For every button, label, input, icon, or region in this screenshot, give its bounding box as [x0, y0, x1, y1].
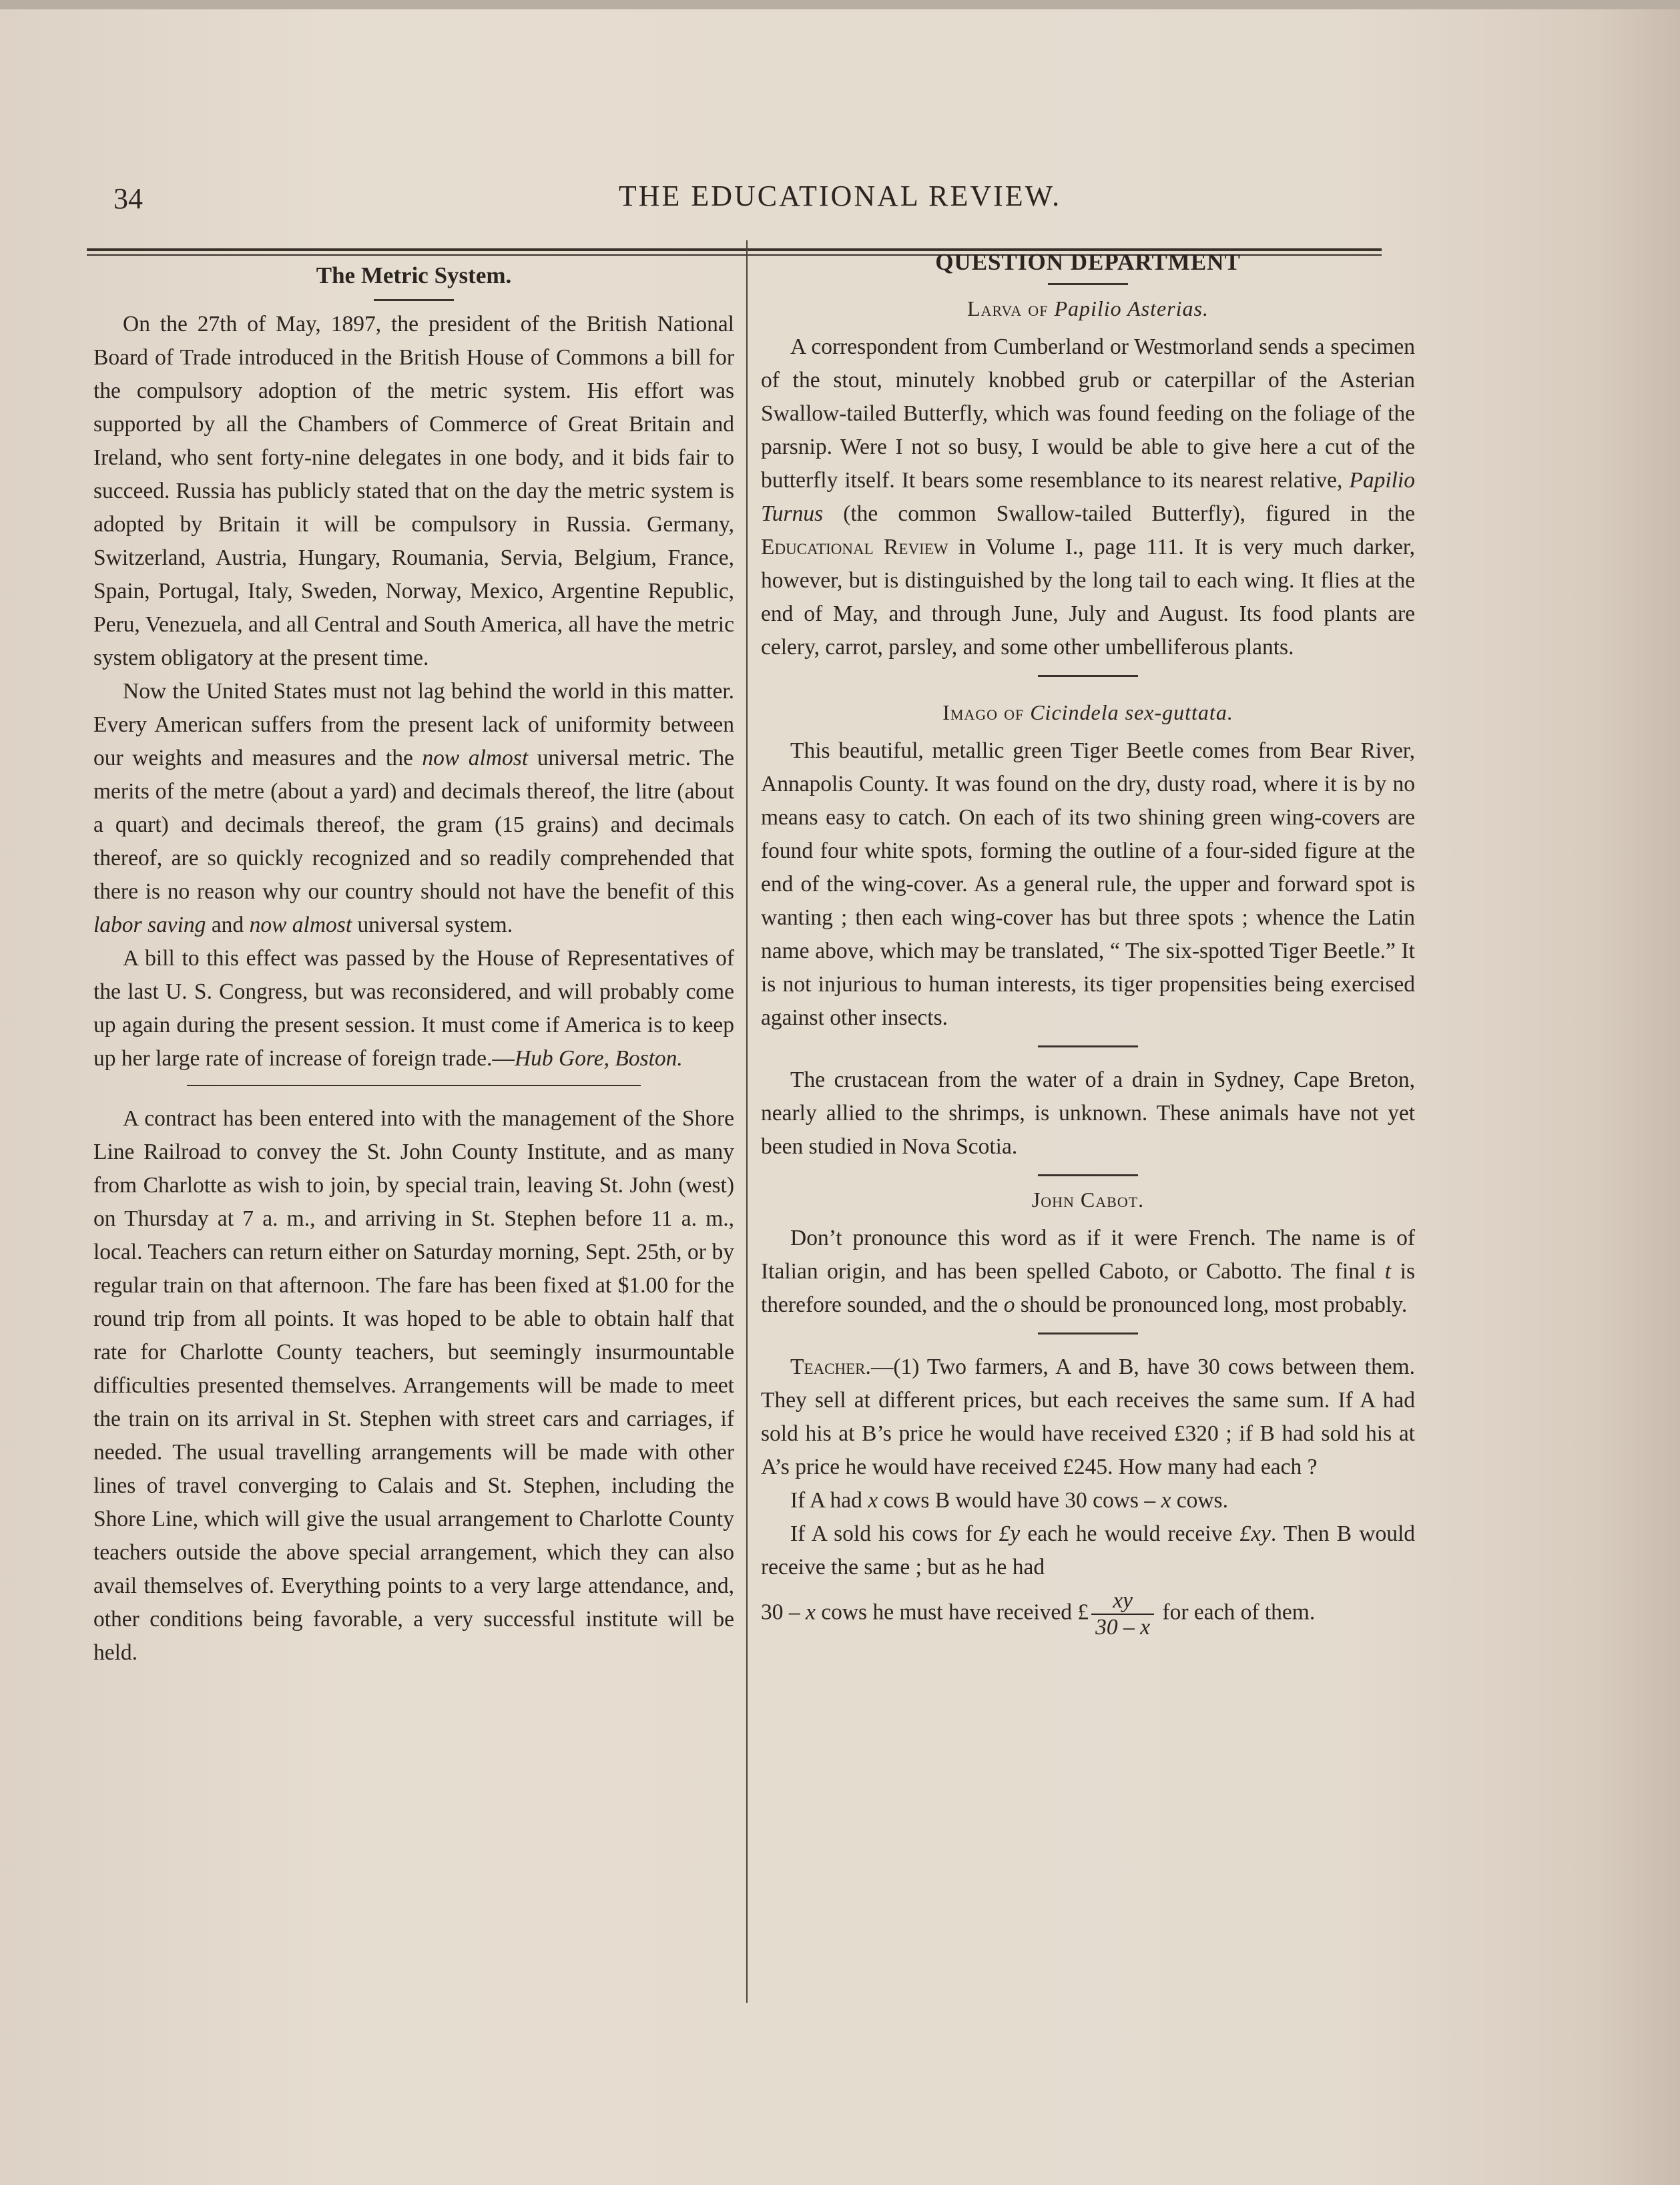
heading-rule: [374, 299, 454, 301]
imago-paragraph: This beautiful, metallic green Tiger Beetle comes from Bear River, Annapolis County. It was found on the dry, dusty road, where it is by no means easy to catch. On each of its two shining green wing-covers are found four white spots, forming the outline of a four-sided figure at the end of the wing-cover. As a general rule, the upper and forward spot is wanting ; then each wing-cover has but three spots ; whence the Latin name above, which may be translated, “ The six-spotted Tiger Beetle.” It is not injurious to human interests, its tiger propensities being exercised against other insects.: [761, 738, 1415, 1030]
teacher-label: Teacher.: [790, 1355, 871, 1379]
subhead-prefix: Imago of: [942, 700, 1025, 724]
subhead-prefix: Larva of: [967, 296, 1049, 320]
left-column: [93, 252, 734, 1670]
text-run: and: [211, 913, 244, 937]
text-run: cows B would have 30 cows –: [883, 1488, 1156, 1513]
section-rule: [187, 1085, 641, 1086]
text-run: 30 –: [761, 1600, 800, 1625]
emphasis: now almost: [249, 913, 352, 937]
text-run: is therefore sounded, and the: [761, 1259, 1416, 1317]
section-rule: [1038, 1174, 1138, 1176]
text-run: should be pronounced long, most probably.: [1020, 1292, 1408, 1317]
section-rule: [1038, 1332, 1138, 1334]
john-cabot-heading: John Cabot.: [1031, 1188, 1145, 1212]
journal-name: Educational Review: [761, 535, 948, 559]
larva-heading: [761, 292, 1415, 325]
signature: Hub Gore, Boston.: [514, 1046, 683, 1071]
text-run: A correspondent from Cumberland or Westmorland sends a specimen of the stout, minutely knobbed grub or caterpillar of the Asterian Swallow-tailed Butterfly, which was found feeding on the foliage of the parsnip. Were I not so busy, I would be able to give here a cut of the butterfly itself. It bears some resemblance to its nearest relative,: [761, 334, 1415, 493]
metric-paragraph-1: On the 27th of May, 1897, the president of the British National Board of Trade introduced in the British House of Commons a bill for the compulsory adoption of the metric system. His effort was supported by all the Chambers of Commerce of Great Britain and Ireland, who sent forty-nine delegates in one body, and it bids fair to succeed. Russia has publicly stated that on the day the metric system is adopted by Britain it will be compulsory in Russia. Germany, Switzerland, Austria, Hungary, Roumania, Servia, Belgium, France, Spain, Portugal, Italy, Sweden, Norway, Mexico, Argentine Republic, Peru, Venezuela, and all Central and South America, all have the metric system obligatory at the present time.: [93, 312, 734, 670]
emphasis: now almost: [422, 746, 529, 770]
variable: x: [806, 1600, 816, 1625]
species-name: Cicindela sex-guttata.: [1030, 700, 1233, 724]
text-run: —(1) Two farmers, A and B, have 30 cows between them. They sell at different prices, but each receives the same sum. If A had sold his at B’s price he would have received £320 ; if B had sold his at A’s price he would have received £245. How many had each ?: [761, 1355, 1415, 1479]
text-run: cows.: [1176, 1488, 1228, 1513]
heading-rule: [1048, 283, 1128, 285]
text-run: . Then B would receive the same ; but as he had: [761, 1521, 1416, 1580]
page-number: 34: [113, 182, 143, 215]
letter: t: [1384, 1259, 1392, 1284]
species-name: Papilio Turnus: [761, 468, 1415, 526]
imago-heading: [761, 696, 1415, 729]
fraction-denominator: 30 – x: [1095, 1615, 1151, 1640]
metric-system-heading: The Metric System.: [316, 262, 512, 288]
text-run: cows he must have received £: [821, 1600, 1089, 1625]
metric-paragraph-3: [93, 942, 734, 1075]
solution-line-2: [761, 1517, 1415, 1584]
letter: o: [1003, 1292, 1015, 1317]
spacer: [761, 1054, 1415, 1063]
fraction-numerator: xy: [1091, 1588, 1154, 1615]
spacer: [761, 1341, 1415, 1351]
text-run: Now the United States must not lag behind the world in this matter. Every American suffers from the present lack of uniformity between our weights and measures and the: [93, 679, 734, 770]
john-cabot-paragraph: [761, 1222, 1415, 1322]
variable: x: [868, 1488, 878, 1513]
variable: x: [1161, 1488, 1171, 1513]
text-run: (the common Swallow-tailed Butterfly), figured in the: [843, 501, 1415, 526]
solution-line-1: [761, 1484, 1415, 1517]
species-name: Papilio Asterias.: [1054, 296, 1209, 320]
text-run: Don’t pronounce this word as if it were French. The name is of Italian origin, and has been spelled Caboto, or Cabotto. The final: [761, 1226, 1415, 1284]
solution-line-3: [761, 1588, 1415, 1640]
fraction: [1091, 1588, 1154, 1640]
spacer: [761, 684, 1415, 693]
text-run: for each of them.: [1162, 1600, 1316, 1625]
variable: £xy: [1239, 1521, 1271, 1546]
column-divider: [746, 240, 748, 2003]
teacher-question-paragraph: [761, 1351, 1415, 1484]
metric-paragraph-2: [93, 675, 734, 942]
text-run: in Volume I., page 111. It is very much darker, however, but is distinguished by the long tail to each wing. It flies at the end of May, and through June, July and August. Its food plants are celery, carrot, parsley, and some other umbelliferous plants.: [761, 535, 1416, 660]
section-rule: [1038, 1045, 1138, 1047]
text-run: each he would receive: [1027, 1521, 1233, 1546]
contract-paragraph: A contract has been entered into with the management of the Shore Line Railroad to convey the St. John County Institute, and as many from Charlotte as wish to join, by special train, leaving St. John (west) on Thursday at 7 a. m., and arriving in St. Stephen before 11 a. m., local. Teachers can return either on Saturday morning, Sept. 25th, or by regular train on that afternoon. The fare has been fixed at $1.00 for the round trip from all points. It was hoped to be able to obtain half that rate for Charlotte County teachers, but seemingly insurmountable difficulties presented themselves. Arrangements will be made to meet the train on its arrival in St. Stephen with street cars and carriages, if needed. The usual travelling arrangements will be made with other lines of travel converging to Calais and St. Stephen, including the Shore Line, which will give the usual arrangement to Charlotte County teachers outside the above special arrangement, which they can also avail themselves of. Everything points to a very large attendance, and, other conditions being favorable, a very successful institute will be held.: [93, 1106, 734, 1665]
right-column: [761, 240, 1415, 1640]
variable: £y: [999, 1521, 1021, 1546]
page-top-edge: [0, 0, 1680, 9]
larva-paragraph: [761, 330, 1415, 664]
section-rule: [1038, 675, 1138, 677]
question-department-heading: QUESTION DEPARTMENT: [935, 249, 1241, 275]
emphasis: labor saving: [93, 913, 206, 937]
text-run: A bill to this effect was passed by the House of Representatives of the last U. S. Congress, but was reconsidered, and will probably come up again during the present session. It must come if America is to keep up her large rate of increase of foreign trade.—: [93, 946, 734, 1071]
running-head: THE EDUCATIONAL REVIEW.: [618, 180, 1062, 212]
text-run: If A had: [790, 1488, 862, 1513]
text-run: If A sold his cows for: [790, 1521, 992, 1546]
text-run: universal metric. The merits of the metre (about a yard) and decimals thereof, the litre (about a quart) and decimals thereof, the gram (15 grains) and decimals thereof, are so quickly recognized and so readily comprehended that there is no reason why our country should not have the benefit of this: [93, 746, 734, 904]
crustacean-paragraph: The crustacean from the water of a drain in Sydney, Cape Breton, nearly allied to the shrimps, is unknown. These animals have not yet been studied in Nova Scotia.: [761, 1067, 1415, 1159]
text-run: universal system.: [357, 913, 513, 937]
